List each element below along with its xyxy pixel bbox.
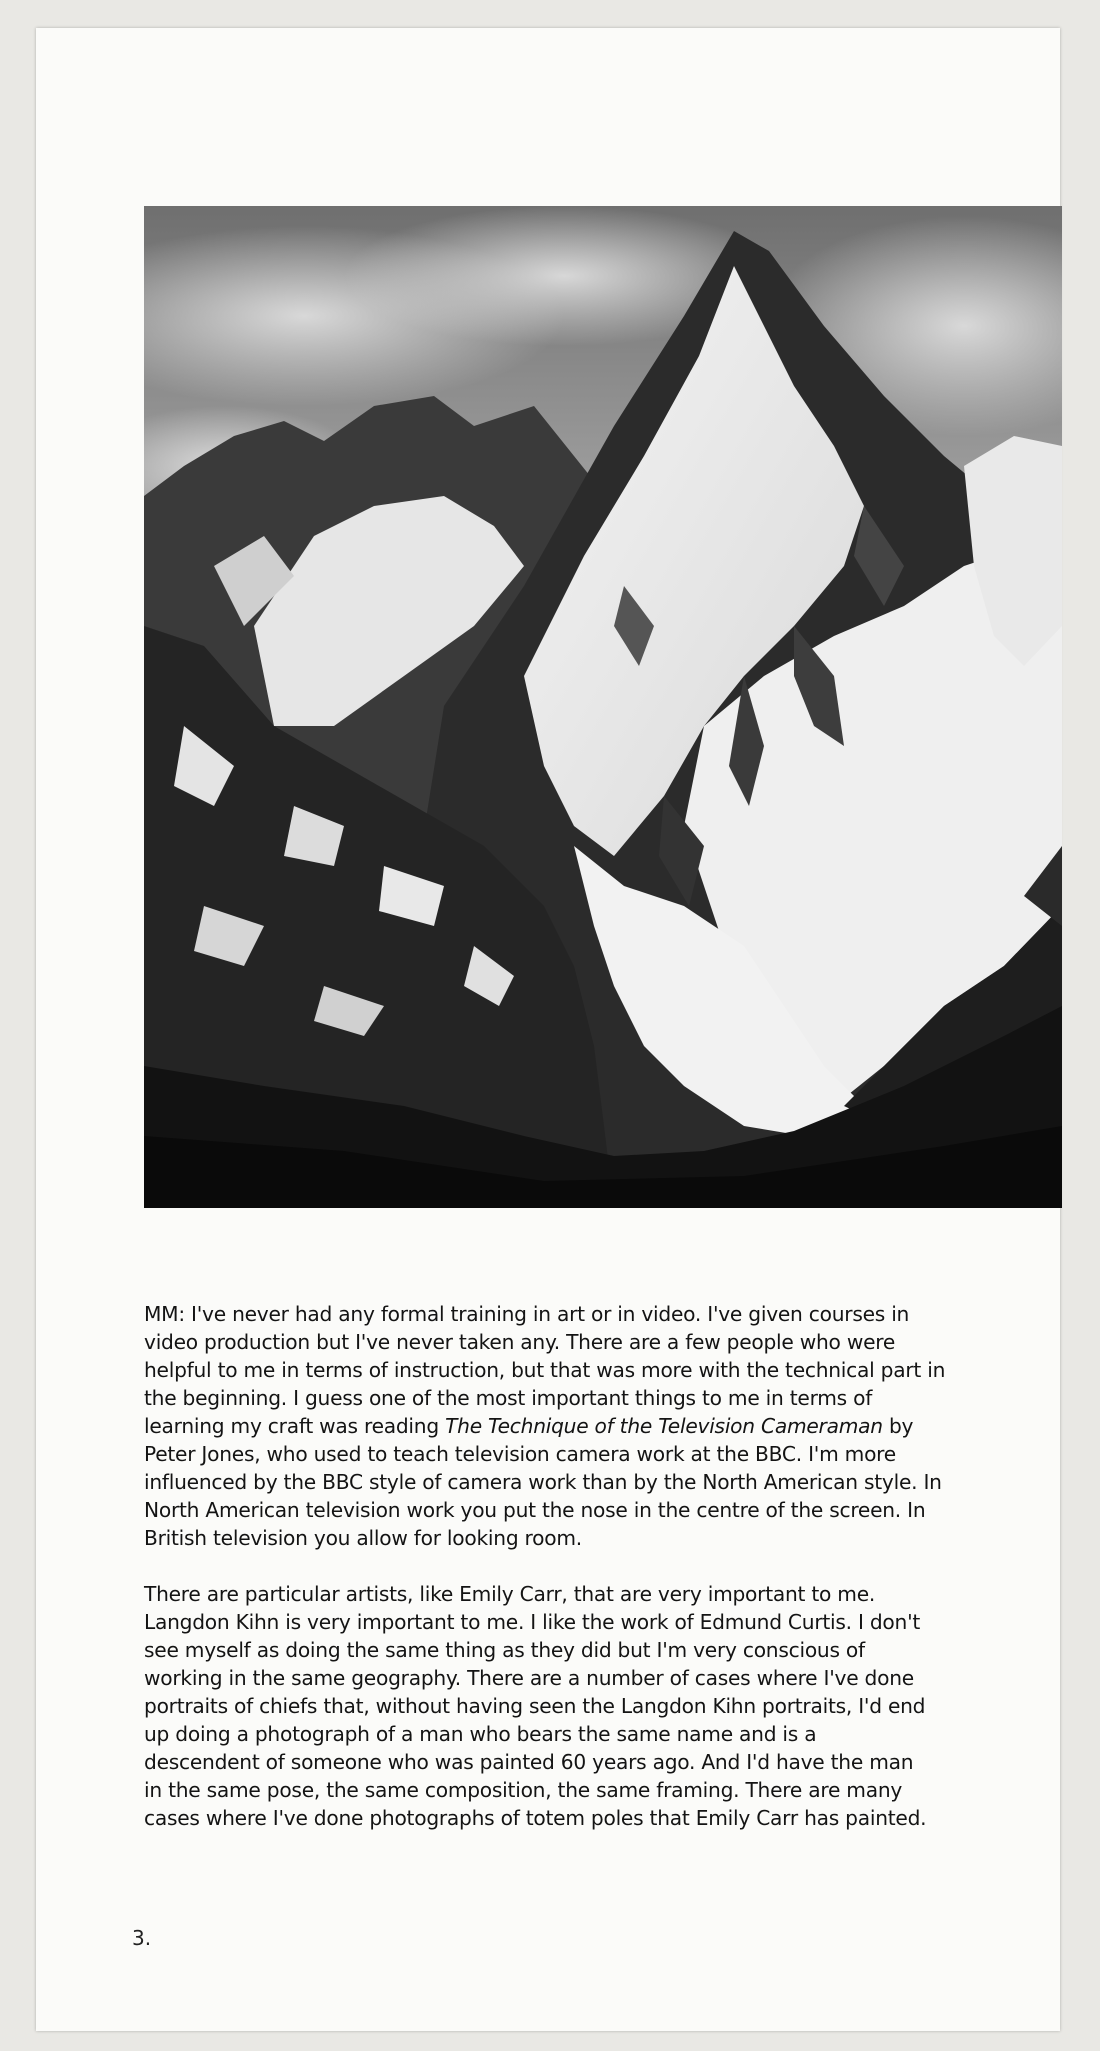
text-line: Peter Jones, who used to teach television camera work at the BBC. I'm more [144,1442,896,1466]
text-line [144,1412,1004,1440]
page-number: 3. [132,1926,152,1950]
text-line: British television you allow for looking room. [144,1526,582,1550]
text-line: up doing a photograph of a man who bears the same name and is a [144,1722,817,1746]
text-line: There are particular artists, like Emily Carr, that are very important to me. [144,1582,876,1606]
text-line: descendent of someone who was painted 60 years ago. And I'd have the man [144,1750,914,1774]
text-line: video production but I've never taken any. There are a few people who were [144,1330,896,1354]
text-fragment: by [882,1414,914,1438]
interview-text [144,1300,1004,1860]
text-line: influenced by the BBC style of camera work than by the North American style. In [144,1470,942,1494]
text-line: North American television work you put the nose in the centre of the screen. In [144,1498,926,1522]
document-page [36,28,1060,2031]
text-line: see myself as doing the same thing as they did but I'm very conscious of [144,1638,865,1662]
text-line: cases where I've done photographs of totem poles that Emily Carr has painted. [144,1806,927,1830]
text-line: helpful to me in terms of instruction, but that was more with the technical part in [144,1358,946,1382]
paragraph-2 [144,1580,1004,1832]
mountain-photograph [144,206,1062,1208]
text-line: portraits of chiefs that, without having seen the Langdon Kihn portraits, I'd end [144,1694,926,1718]
text-line: working in the same geography. There are a number of cases where I've done [144,1666,914,1690]
text-fragment: learning my craft was reading [144,1414,446,1438]
text-line: the beginning. I guess one of the most important things to me in terms of [144,1386,873,1410]
book-title: The Technique of the Television Cameraman [445,1414,883,1438]
text-line: in the same pose, the same composition, the same framing. There are many [144,1778,903,1802]
text-line: Langdon Kihn is very important to me. I like the work of Edmund Curtis. I don't [144,1610,921,1634]
text-line: MM: I've never had any formal training in art or in video. I've given courses in [144,1302,910,1326]
paragraph-1 [144,1300,1004,1552]
